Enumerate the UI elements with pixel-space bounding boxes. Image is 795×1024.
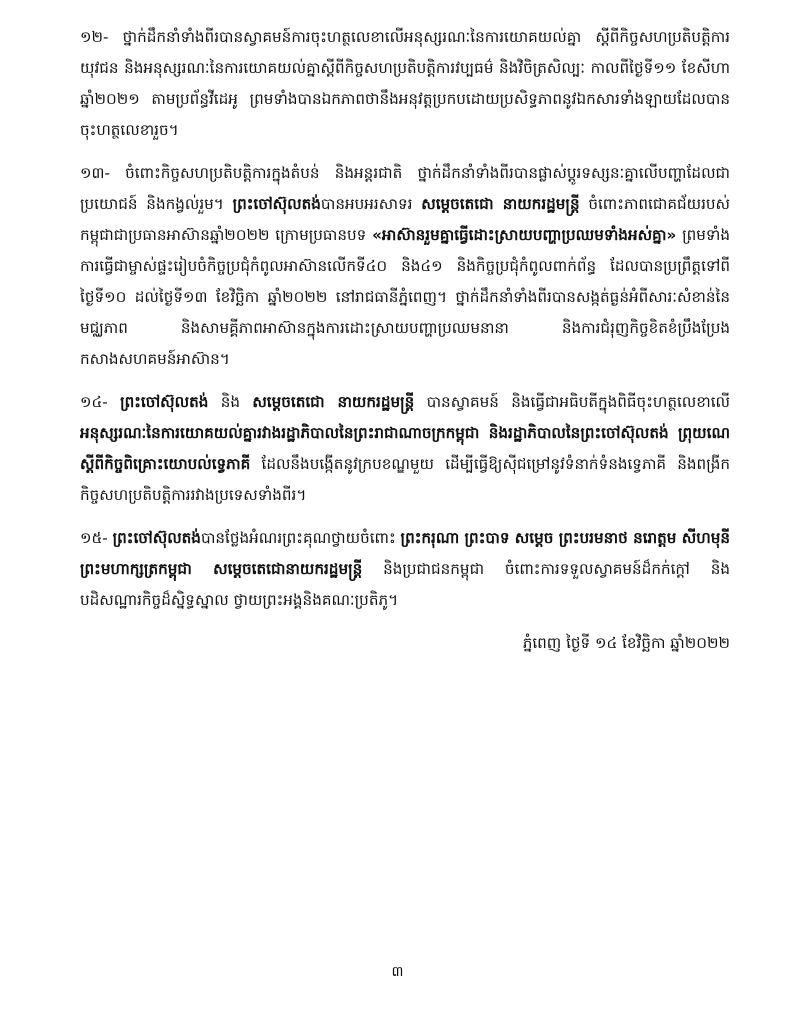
text-segment: ចំពោះភាពជោគជ័យរបស់កម្ពុជាជាប្រធានអាស៊ានឆ្នាំ២០២២ ក្រោមប្រធានបទ [80, 195, 730, 244]
paragraph-p15 [80, 523, 730, 616]
bold-text-segment: អនុស្សរណៈនៃការយោគយល់គ្នារវាងរដ្ឋាភិបាលនៃព្រះរាជាណាចក្រកម្ពុជា និងរដ្ឋាភិបាលនៃព្រះចៅស៊ុលតង់ ព្រុយណេ ស្ដីពីកិច្ចពិគ្រោះយោបល់ទ្វេភាគី [80, 424, 730, 473]
bold-text-segment: ព្រះចៅស៊ុលតង់ [120, 393, 209, 411]
bold-text-segment: «អាស៊ានរួមគ្នាធ្វើដោះស្រាយបញ្ហាប្រឈមទាំងអស់គ្នា» [372, 226, 677, 244]
text-segment: ដែលនឹងបង្កើតនូវក្របខណ្ឌមួយ ដើម្បីធ្វើឱ្យស៊ីជម្រៅនូវទំនាក់ទំនងទ្វេភាគី និងពង្រីកកិច្ចសហប្រតិបត្តិការរវាងប្រទេសទាំងពីរ។ [80, 455, 730, 504]
bold-text-segment: សម្ដេចតេជោ នាយករដ្ឋមន្ត្រី [252, 393, 415, 411]
text-segment: បានថ្លែងអំណរព្រះគុណថ្វាយចំពោះ [200, 529, 401, 547]
text-segment: និង [208, 393, 253, 411]
text-segment: ១៤- [80, 393, 121, 411]
page-number: ៣ [391, 964, 404, 980]
text-segment: និងប្រជាជនកម្ពុជា ចំពោះការទទួលស្វាគមន៍ដ៏កក់ក្ដៅ និងបដិសណ្ឋារកិច្ចដ៏ស្និទ្ធស្នាល ថ្វាយព្រះអង្គនិងគណៈប្រតិភូ។ [80, 560, 731, 609]
text-segment: ១៥- [80, 529, 113, 547]
text-segment: បានស្វាគមន៍ និងធ្វើជាអធិបតីក្នុងពិធីចុះហត្ថលេខាលើ [414, 393, 730, 411]
document-page [80, 22, 730, 659]
date-place-line: ភ្នំពេញ ថ្ងៃទី ១៤ ខែវិច្ឆិកា ឆ្នាំ២០២២ [522, 634, 730, 652]
text-segment: ១២- ថ្នាក់ដឹកនាំទាំងពីរបានស្វាគមន៍ការចុះហត្ថលេខាលើអនុស្សរណៈនៃការយោគយល់គ្នា ស្ដីពីកិច្ចសហប្រតិបត្តិការយុវជន និងអនុស្សរណៈនៃការយោគយល់គ្នាស្ដីពីកិច្ចសហប្រតិបត្តិការវប្បធម៌ និងវិចិត្រសិល្បៈ កាលពីថ្ងៃទី១១ ខែសីហា ឆ្នាំ២០២១ តាមប្រព័ន្ធវីដេអូ ព្រមទាំងបានឯកភាពថានឹងអនុវត្តប្រកបដោយប្រសិទ្ធភាពនូវឯកសារទាំងឡាយដែលបានចុះហត្ថលេខារួច។ [80, 28, 730, 139]
text-segment: ព្រមទាំងការធ្វើជាម្ចាស់ផ្ទះរៀបចំកិច្ចប្រជុំកំពូលអាស៊ានលើកទី៤០ និង៤១ និងកិច្ចប្រជុំកំពូលពាក់ព័ន្ធ ដែលបានប្រព្រឹត្តទៅពីថ្ងៃទី១០ ដល់ថ្ងៃទី១៣ ខែវិច្ឆិកា ឆ្នាំ២០២២ នៅរាជធានីភ្នំពេញ។ ថ្នាក់ដឹកនាំទាំងពីរបានសង្កត់ធ្ងន់អំពីសារៈសំខាន់នៃមជ្ឈភាព និងសាមគ្គីភាពអាស៊ានក្នុងការដោះស្រាយបញ្ហាប្រឈមនានា និងការជំរុញកិច្ចខិតខំប្រឹងប្រែងកសាងសហគមន៍អាស៊ាន។ [80, 226, 730, 368]
bold-text-segment: ព្រះចៅស៊ុលតង់ [232, 195, 321, 213]
text-segment: បានអបអរសាទរ [320, 195, 422, 213]
bold-text-segment: សម្ដេចតេជោ នាយករដ្ឋមន្ត្រី [421, 195, 580, 213]
paragraph-p13 [80, 158, 730, 375]
bold-text-segment: ព្រះករុណា ព្រះបាទ សម្ដេច ព្រះបរមនាថ នរោត្តម សីហមុនី ព្រះមហាក្សត្រកម្ពុជា សម្ដេចតេជោនាយករដ្ឋមន្ត្រី [80, 529, 730, 578]
text-segment: ១៣- ចំពោះកិច្ចសហប្រតិបត្តិការក្នុងតំបន់ និងអន្តរជាតិ ថ្នាក់ដឹកនាំទាំងពីរបានផ្លាស់ប្ដូរទស្សនៈគ្នាលើបញ្ហាដែលជាប្រយោជន៍ និងកង្វល់រួម។ [80, 164, 730, 213]
paragraph-list [80, 22, 730, 616]
paragraph-p12 [80, 22, 730, 146]
bold-text-segment: ព្រះចៅស៊ុលតង់ [112, 529, 201, 547]
paragraph-p14 [80, 387, 730, 511]
